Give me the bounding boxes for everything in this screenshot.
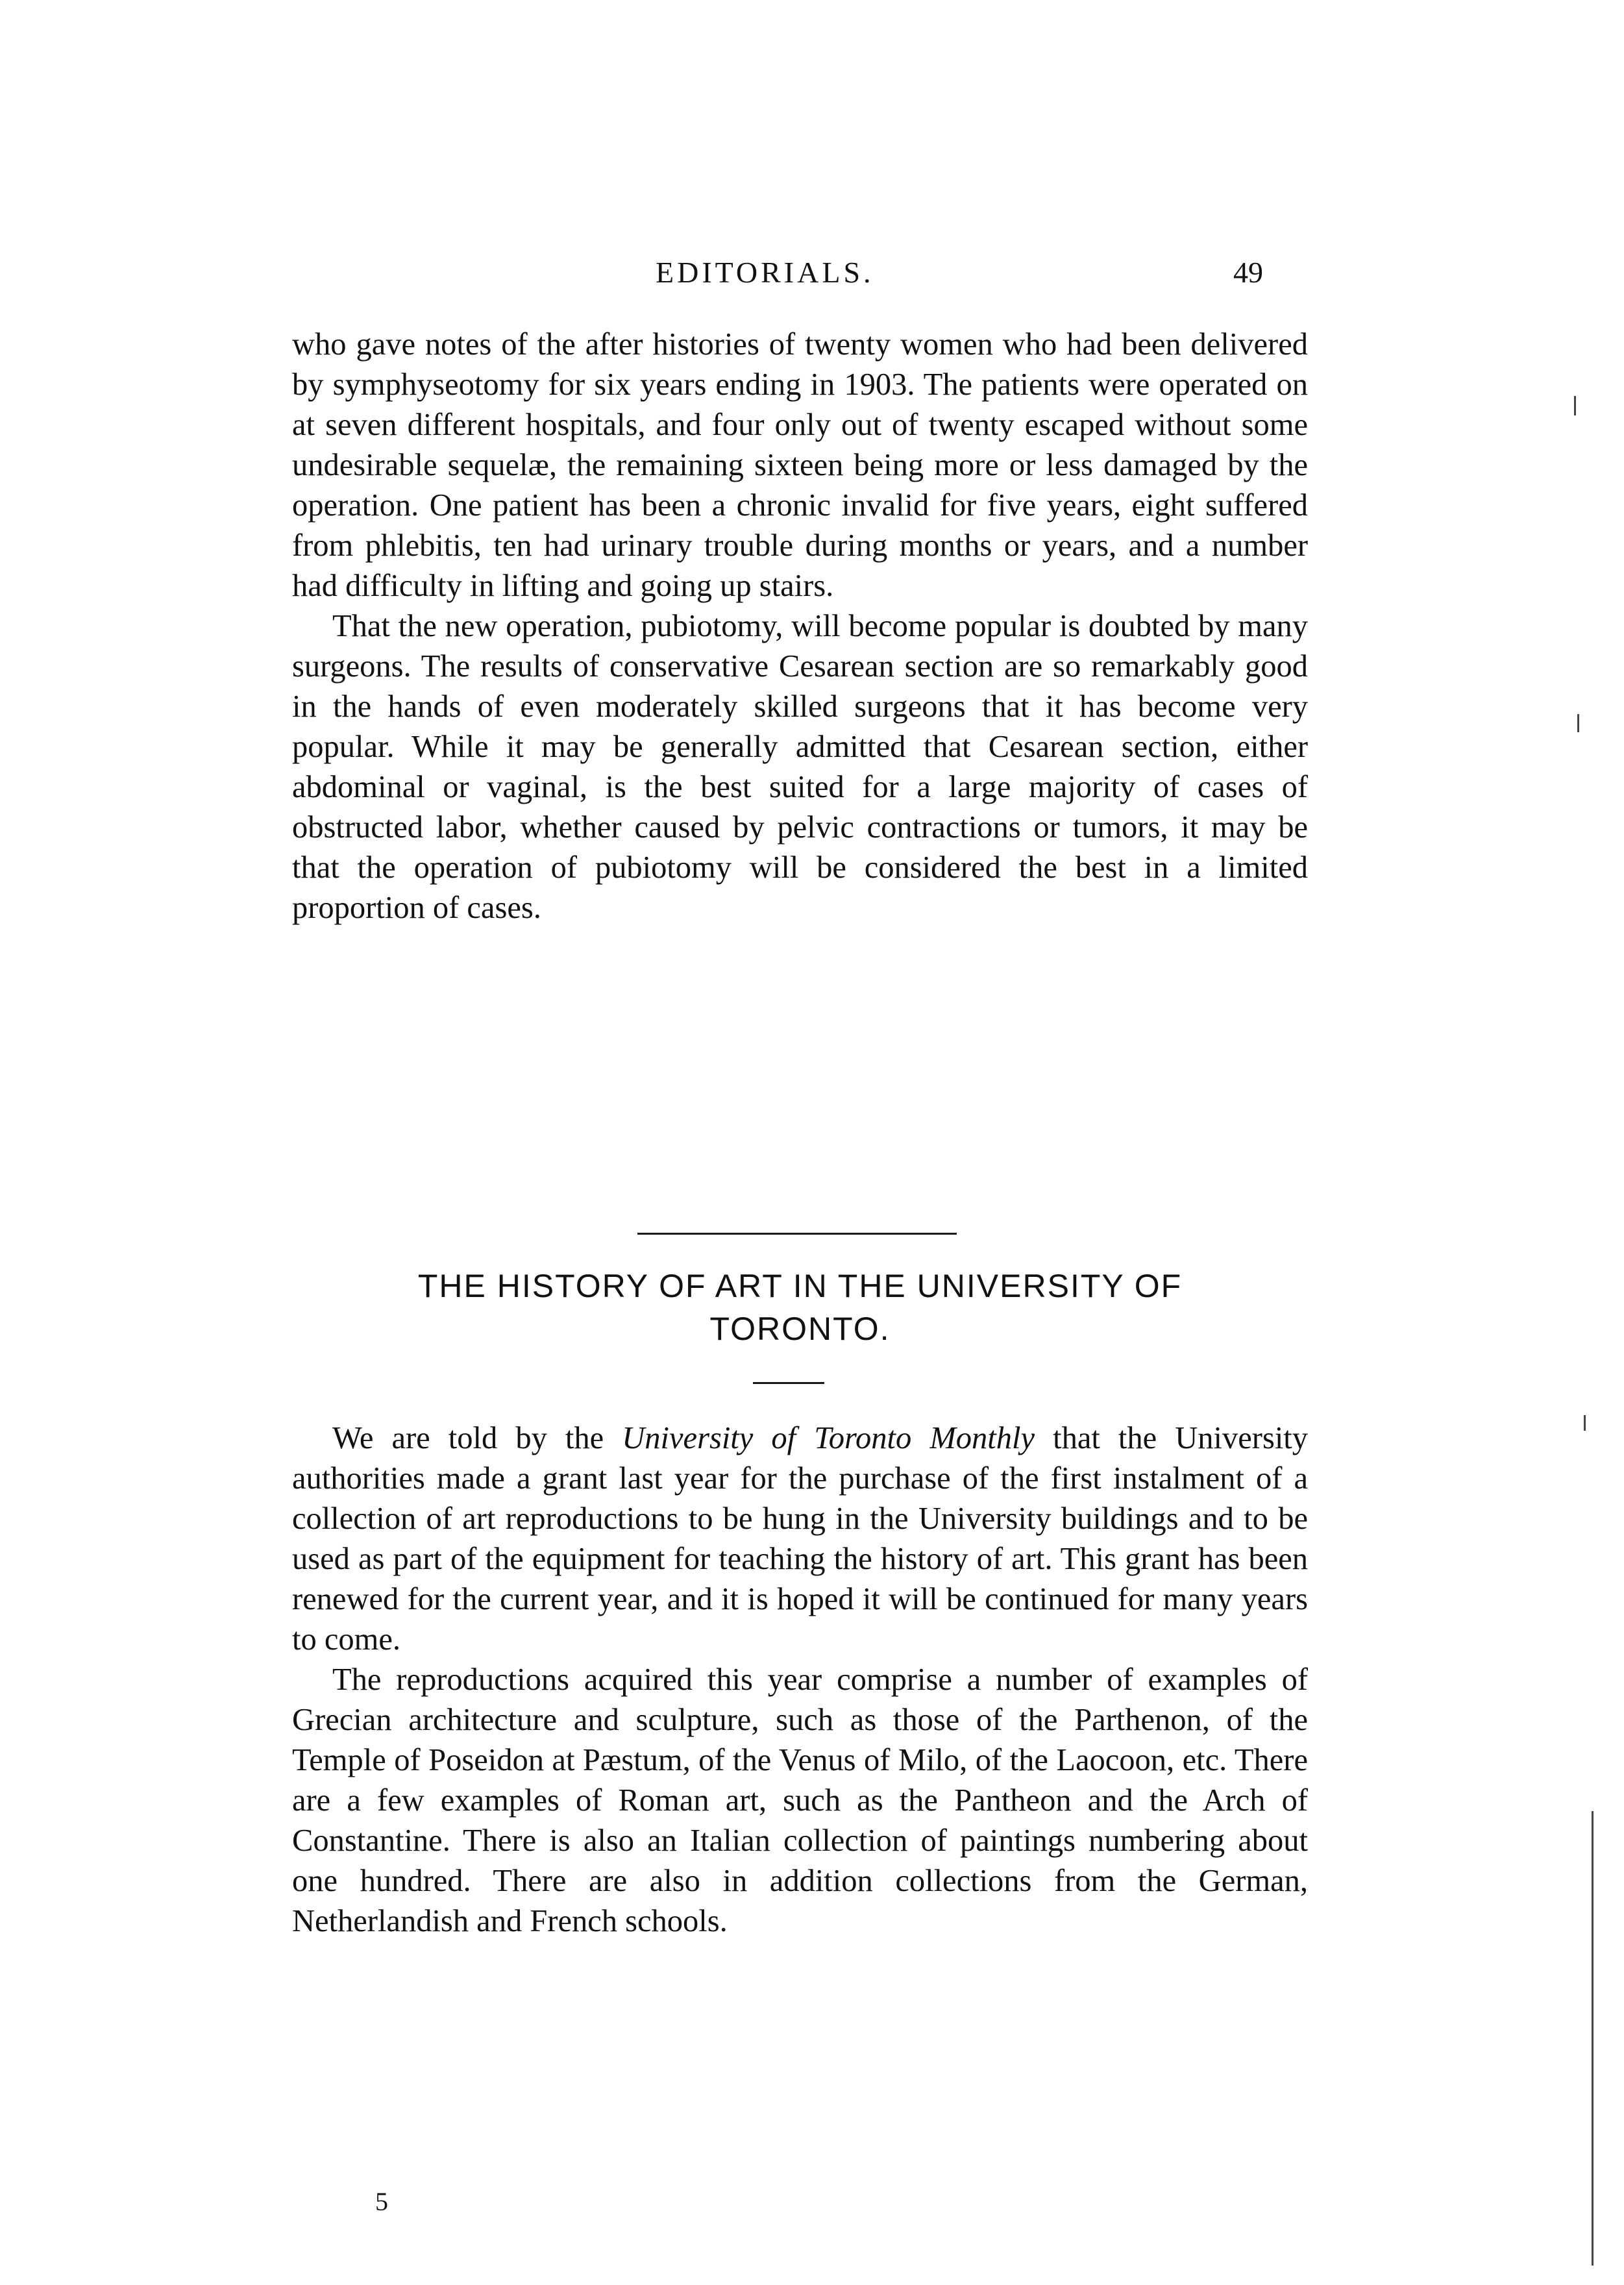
page-number: 49 — [1233, 256, 1263, 289]
editorial-continuation — [292, 325, 1308, 928]
paragraph — [292, 1418, 1308, 1660]
signature-mark: 5 — [375, 2187, 388, 2216]
publication-title: University of Toronto Monthly — [622, 1421, 1035, 1455]
article-body — [292, 1418, 1308, 1942]
paragraph: who gave notes of the after histories of twenty women who had been delivered by symphyseotomy for six years ending in 1903. The patients were operated on at seven different hospitals, and four only out of twenty escaped without some undesirable sequelæ, the remaining sixteen being more or less damaged by the operation. One patient has been a chronic invalid for five years, eight suffered from phlebitis, ten had urinary trouble during months or years, and a number had difficulty in lifting and going up stairs. — [292, 327, 1308, 603]
article-heading — [292, 1265, 1308, 1350]
scan-edge-mark — [1574, 396, 1576, 415]
section-divider — [637, 1233, 957, 1235]
paragraph-text: We are told by the — [332, 1421, 622, 1455]
scan-edge-mark — [1584, 1415, 1586, 1431]
running-head — [0, 255, 1624, 294]
scan-edge-mark — [1592, 1811, 1593, 2266]
paragraph: That the new operation, pubiotomy, will become popular is doubted by many surgeons. The results of conservative Cesarean section are so remarkably good in the hands of even moderately skilled surgeons that it has become very popular. While it may be generally admitted that Cesarean section, either abdominal or vaginal, is the best suited for a large majority of cases of obstructed labor, whether caused by pelvic contractions or tumors, it may be that the operation of pubiotomy will be considered the best in a limited proportion of cases. — [292, 609, 1308, 925]
running-title: EDITORIALS. — [656, 256, 874, 289]
paragraph-text: that the University authorities made a grant last year for the purchase of the first instalment of a collection of art reproductions to be hung in the University buildings and to be used as part of the equipment for teaching the history of art. This grant has been renewed for the current year, and it is hoped it will be continued for many years to come. — [292, 1421, 1309, 1657]
article-heading-line-1: THE HISTORY OF ART IN THE UNIVERSITY OF — [417, 1268, 1183, 1304]
article-heading-line-2: TORONTO. — [709, 1311, 891, 1347]
heading-underline — [753, 1382, 824, 1384]
paragraph: The reproductions acquired this year comprise a number of examples of Grecian architecture and sculpture, such as those of the Parthenon, of the Temple of Poseidon at Pæstum, of the Venus of Milo, of the Laocoon, etc. There are a few examples of Roman art, such as the Pantheon and the Arch of Constantine. There is also an Italian collection of paintings numbering about one hundred. There are also in addition collections from the German, Netherlandish and French schools. — [292, 1662, 1308, 1938]
scan-edge-mark — [1577, 714, 1579, 732]
